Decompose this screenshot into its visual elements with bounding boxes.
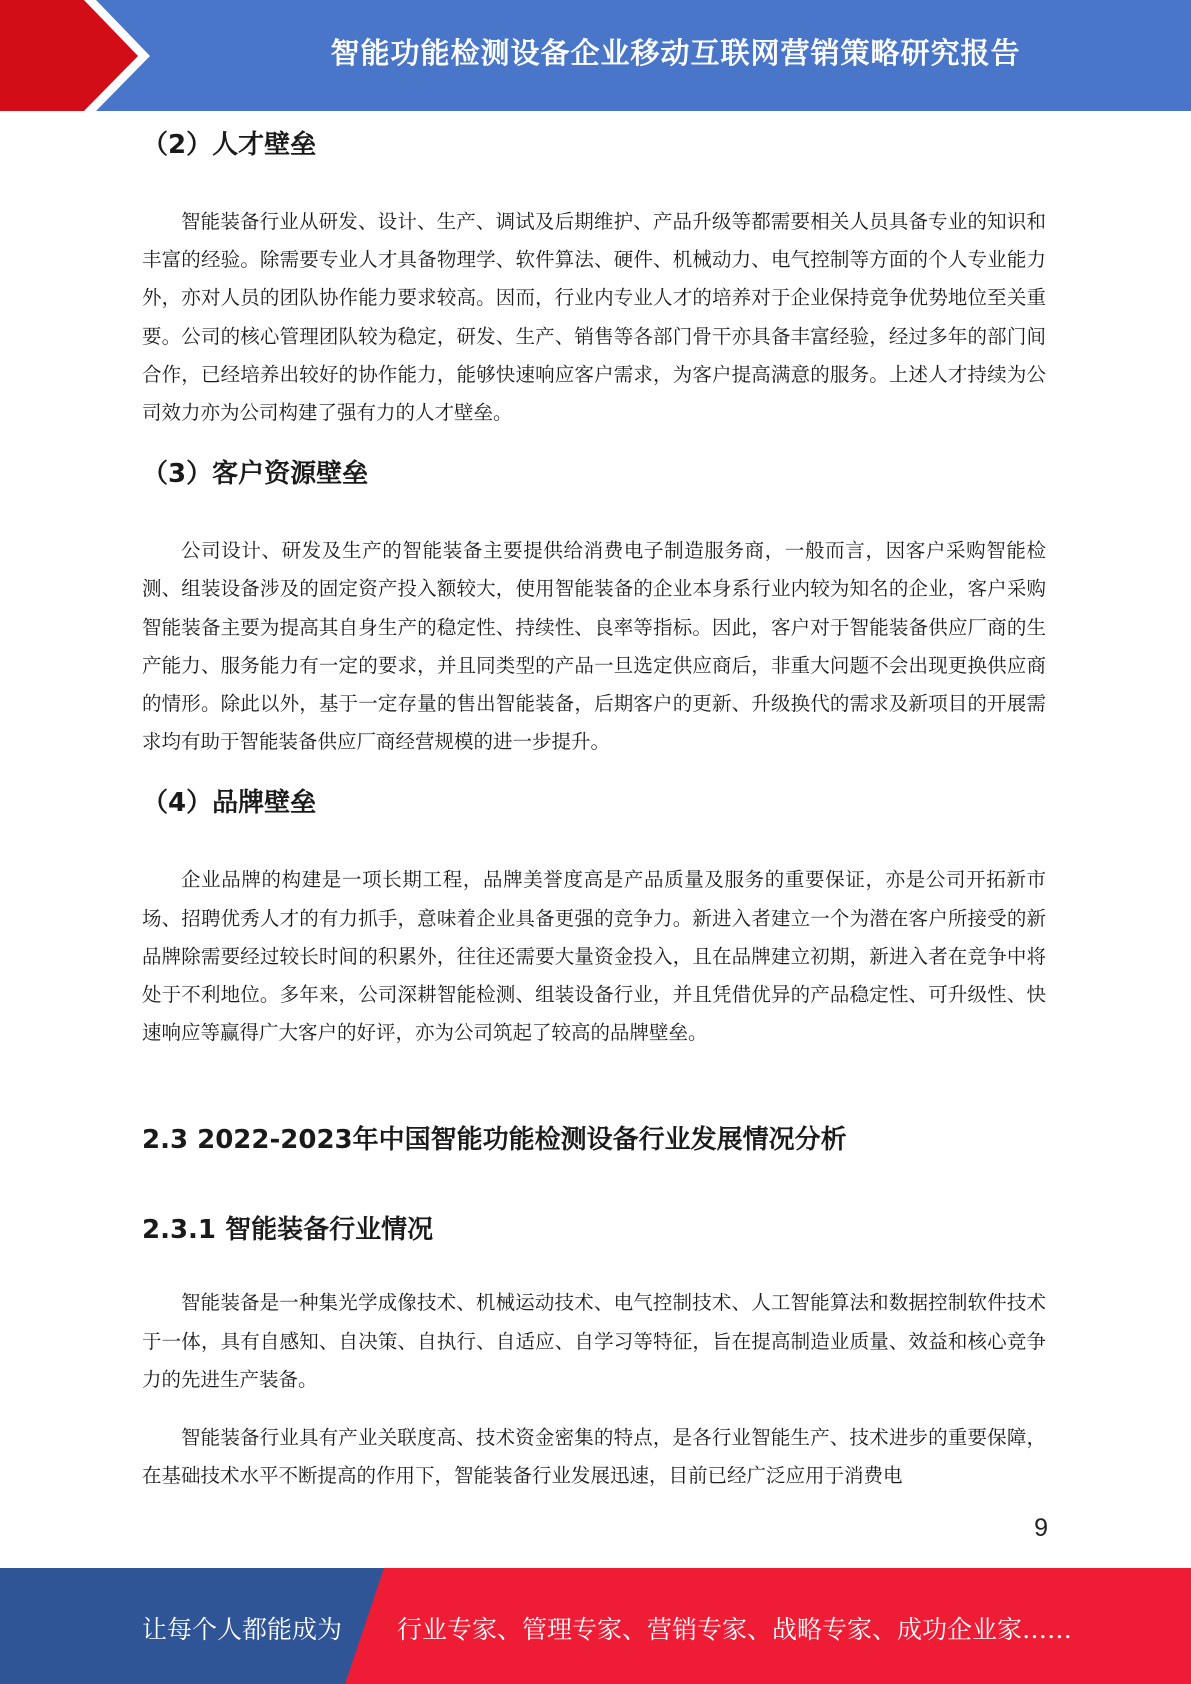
paragraph-customer: 公司设计、研发及生产的智能装备主要提供给消费电子制造服务商，一般而言，因客户采购智能检测、组装设备涉及的固定资产投入额较大，使用智能装备的企业本身系行业内较为知名的企业，客户采购智能装备主要为提高其自身生产的稳定性、持续性、良率等指标。因此，客户对于智能装备供应厂商的生产能力、服务能力有一定的要求，并且同类型的产品一旦选定供应商后，非重大问题不会出现更换供应商的情形。除此以外，基于一定存量的售出智能装备，后期客户的更新、升级换代的需求及新项目的开展需求均有助于智能装备供应厂商经营规模的进一步提升。 (142, 539, 1046, 754)
report-title: 智能功能检测设备企业移动互联网营销策略研究报告 (330, 36, 1021, 70)
paragraph-equipment-1: 智能装备是一种集光学成像技术、机械运动技术、电气控制技术、人工智能算法和数据控制软件技术于一体，具有自感知、自决策、自执行、自适应、自学习等特征，旨在提高制造业质量、效益和核心竞争力的先进生产装备。 (142, 1291, 1046, 1391)
section-heading-customer: （3）客户资源壁垒 (142, 459, 369, 490)
footer-slogan-left: 让每个人都能成为 (142, 1615, 343, 1644)
section-heading-industry: 2.3 2022-2023年中国智能功能检测设备行业发展情况分析 (142, 1125, 847, 1156)
paragraph-brand: 企业品牌的构建是一项长期工程，品牌美誉度高是产品质量及服务的重要保证，亦是公司开拓新市场、招聘优秀人才的有力抓手，意味着企业具备更强的竞争力。新进入者建立一个为潜在客户所接受的新品牌除需要经过较长时间的积累外，往往还需要大量资金投入，且在品牌建立初期，新进入者在竞争中将处于不利地位。多年来，公司深耕智能检测、组装设备行业，并且凭借优异的产品稳定性、可升级性、快速响应等赢得广大客户的好评，亦为公司筑起了较高的品牌壁垒。 (142, 868, 1046, 1045)
section-heading-brand: （4）品牌壁垒 (142, 788, 317, 819)
section-heading-equipment: 2.3.1 智能装备行业情况 (142, 1215, 434, 1246)
section-heading-talent: （2）人才壁垒 (142, 130, 317, 160)
paragraph-equipment-2: 智能装备行业具有产业关联度高、技术资金密集的特点，是各行业智能生产、技术进步的重要保障，在基础技术水平不断提高的作用下，智能装备行业发展迅速，目前已经广泛应用于消费电 (142, 1426, 1046, 1488)
page-number: 9 (1034, 1514, 1048, 1542)
footer-slogan-right: 行业专家、管理专家、营销专家、战略专家、成功企业家…… (397, 1615, 1073, 1644)
paragraph-talent: 智能装备行业从研发、设计、生产、调试及后期维护、产品升级等都需要相关人员具备专业的知识和丰富的经验。除需要专业人才具备物理学、软件算法、硬件、机械动力、电气控制等方面的个人专业能力外，亦对人员的团队协作能力要求较高。因而，行业内专业人才的培养对于企业保持竞争优势地位至关重要。公司的核心管理团队较为稳定，研发、生产、销售等各部门骨干亦具备丰富经验，经过多年的部门间合作，已经培养出较好的协作能力，能够快速响应客户需求，为客户提高满意的服务。上述人才持续为公司效力亦为公司构建了强有力的人才壁垒。 (142, 210, 1046, 425)
page-content (142, 111, 1046, 1495)
